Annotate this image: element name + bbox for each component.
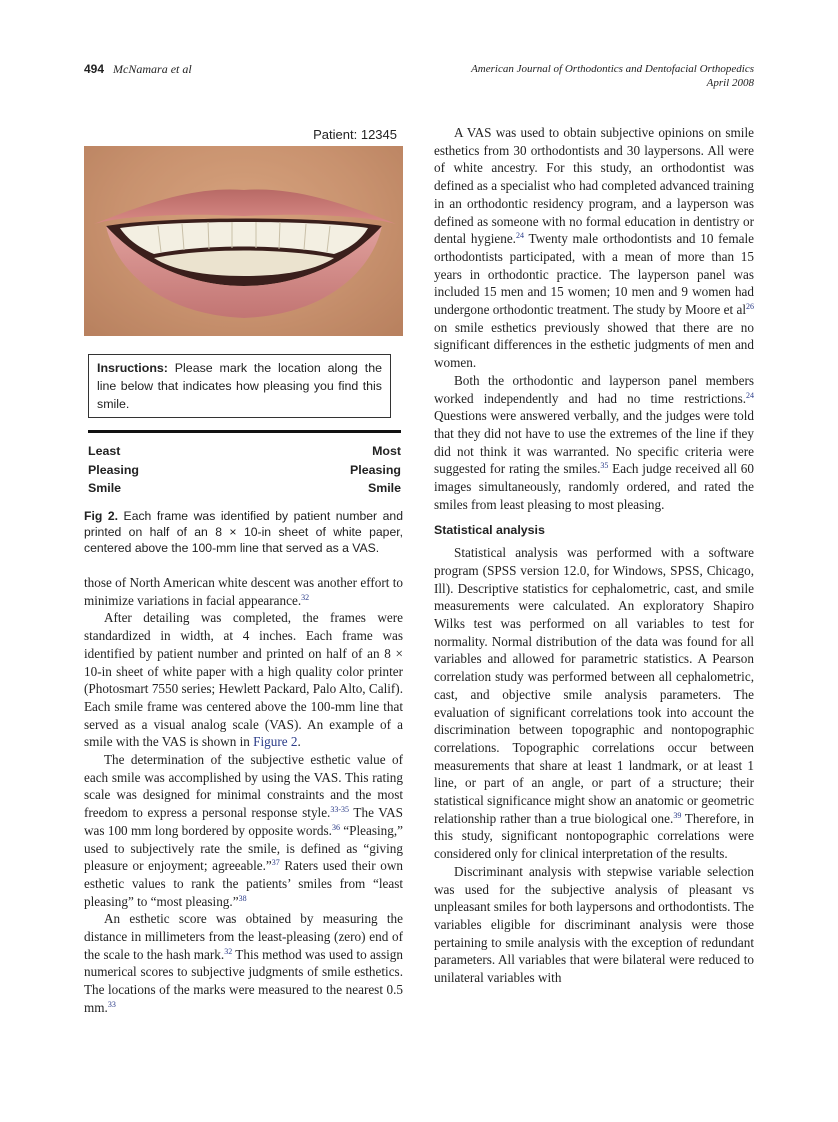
right-paragraph-1: A VAS was used to obtain subjective opinions on smile esthetics from 30 orthodontists and 30 laypersons. All were of white ancestry. For this study, an orthodontist was defined as a specialist who had completed advanced training in an orthodontic residency program, and a layperson was defined as someone with no formal education in dentistry or dental hygiene.$^{24}$ Twenty male orthodontists and 10 female orthodontists participated, with a mean of more than 15 years in orthodontic practice. The layperson panel was included 15 men and 15 women; 10 men and 9 women had undergone orthodontic treatment. The study by Moore et al$^{26}$ on smile esthetics previously showed that there are no significant differences in the esthetic judgments of men and women. bbox=[434, 125, 754, 371]
citation[interactable]: 38 bbox=[238, 893, 247, 903]
instructions-box bbox=[88, 354, 391, 418]
left-paragraph-4: An esthetic score was obtained by measuring the distance in millimeters from the least-pleasing (zero) end of the scale to the hash mark.$^{32}$ This method was used to assign numerical scores to subjective judgments of smile esthetics. The locations of the marks were measured to the nearest 0.5 mm.$^{33}$ bbox=[84, 911, 403, 1015]
most-word: Most bbox=[372, 444, 401, 458]
left-paragraph-2: After detailing was completed, the frames were standardized in width, at 4 inches. Each frame was identified by patient number and printed on half of an 8 × 10-in sheet of white paper with a high quality color printer (Photosmart 7550 series; Hewlett Packard, Palo Alto, Calif). Each smile frame was centered above the 100-mm line that served as a visual analog scale (VAS). An example of a smile with the VAS is shown in Figure 2. bbox=[84, 610, 403, 750]
figure-link[interactable]: Figure 2 bbox=[253, 734, 298, 750]
header-right bbox=[471, 62, 754, 90]
page-header bbox=[84, 62, 754, 98]
least-pleasing-word: Pleasing bbox=[88, 462, 139, 477]
citation[interactable]: 39 bbox=[673, 810, 682, 820]
journal-title: American Journal of Orthodontics and Dentofacial Orthopedics bbox=[471, 63, 754, 75]
most-pleasing-word: Pleasing bbox=[350, 462, 401, 477]
citation[interactable]: 33 bbox=[107, 999, 116, 1009]
citation[interactable]: 35 bbox=[600, 461, 609, 471]
least-word: Least bbox=[88, 444, 121, 458]
instructions-text: Please mark the location along the line below that indicates how pleasing you find this smile. bbox=[97, 361, 382, 411]
vas-line bbox=[88, 430, 401, 433]
right-paragraph-4: Discriminant analysis with stepwise variable selection was used for the subjective analysis of pleasant vs unpleasant smiles for both laypersons and orthodontists. The variables eligible for discriminant analysis were those pertaining to smile analysis with the exception of redundant parameters. All variables that were bilateral were reduced to unilateral variables with bbox=[434, 863, 754, 986]
page-number: 494 bbox=[84, 62, 105, 76]
most-smile-word: Smile bbox=[367, 481, 401, 495]
least-pleasing-label bbox=[88, 442, 139, 498]
header-left bbox=[84, 62, 192, 77]
most-pleasing-label bbox=[350, 442, 401, 498]
issue-date: April 2008 bbox=[706, 77, 754, 89]
citation[interactable]: 33-35 bbox=[330, 805, 350, 815]
left-paragraph-3: The determination of the subjective esthetic value of each smile was accomplished by using the VAS. This rating scale was designed for minimal constraints and the most freedom to express a personal response style.$^{33-35}$ The VAS was 100 mm long bordered by opposite words.$^{36}$ “Pleasing,” used to subjectively rate the smile, is defined as “giving pleasure or enjoyment; agreeable.”$^{37}$ Raters used their own esthetic values to rank the patients’ smiles from “least pleasing” to “most pleasing.”$^{38}$ bbox=[84, 752, 403, 909]
citation[interactable]: 26 bbox=[746, 302, 754, 312]
smile-illustration bbox=[84, 146, 403, 336]
right-paragraph-2: Both the orthodontic and layperson panel members worked independently and had no time restrictions.$^{24}$ Questions were answered verbally, and the judges were told that they did not have to use the extremes of the line if they did not think it was warranted. No specific criteria were suggested for rating the smiles.$^{35}$ Each judge received all 60 images simultaneously, randomly ordered, and rated the smiles from least pleasing to most pleasing. bbox=[434, 372, 754, 512]
running-authors: McNamara et al bbox=[113, 62, 192, 76]
right-paragraph-3: Statistical analysis was performed with a software program (SPSS version 12.0, for Windows, SPSS, Chicago, Ill). Descriptive statistics for cephalometric, cast, and smile measurements were calculated. An exploratory Shapiro Wilks test was performed on all variables to test for normality. Normal distribution of the data was found for all variables and allowed for parametric statistics. A Pearson correlation study was performed between all cephalometric, cast, and objective smile analysis parameters. The evaluation of significant correlations took into account the discrimination between topographic and nontopographic correlations. Topographic correlations occur between measurements that share at least 1 landmark, or at least 1 line, or part of an angle, or part of a structure; their statistical significance might show an anatomic or geometric relationship rather than a true biological one.$^{39}$ Therefore, in this study, significant nontopographic correlations were considered only for clinical interpretation of the results. bbox=[434, 545, 754, 862]
citation[interactable]: 36 bbox=[331, 822, 340, 832]
citation[interactable]: 37 bbox=[271, 858, 280, 868]
citation[interactable]: 24 bbox=[746, 390, 754, 400]
figure-2 bbox=[84, 124, 403, 574]
patient-label: Patient: 12345 bbox=[313, 127, 397, 142]
citation[interactable]: 32 bbox=[224, 946, 233, 956]
caption-label: Fig 2. bbox=[84, 509, 118, 523]
least-smile-word: Smile bbox=[88, 481, 122, 495]
citation[interactable]: 32 bbox=[301, 592, 310, 602]
smile-photo bbox=[84, 146, 403, 336]
section-heading-statistical-analysis: Statistical analysis bbox=[434, 523, 545, 538]
right-column bbox=[434, 124, 754, 987]
left-paragraph-1: those of North American white descent was another effort to minimize variations in facial appearance.$^{32}$ bbox=[84, 575, 403, 608]
figure-caption bbox=[84, 508, 403, 556]
citation[interactable]: 24 bbox=[515, 231, 524, 241]
caption-text: Each frame was identified by patient number and printed on half of an 8 × 10-in sheet of white paper, centered above the 100-mm line that served as a VAS. bbox=[84, 509, 403, 555]
instructions-label: Insructions: bbox=[97, 361, 168, 375]
left-column bbox=[84, 124, 403, 1017]
